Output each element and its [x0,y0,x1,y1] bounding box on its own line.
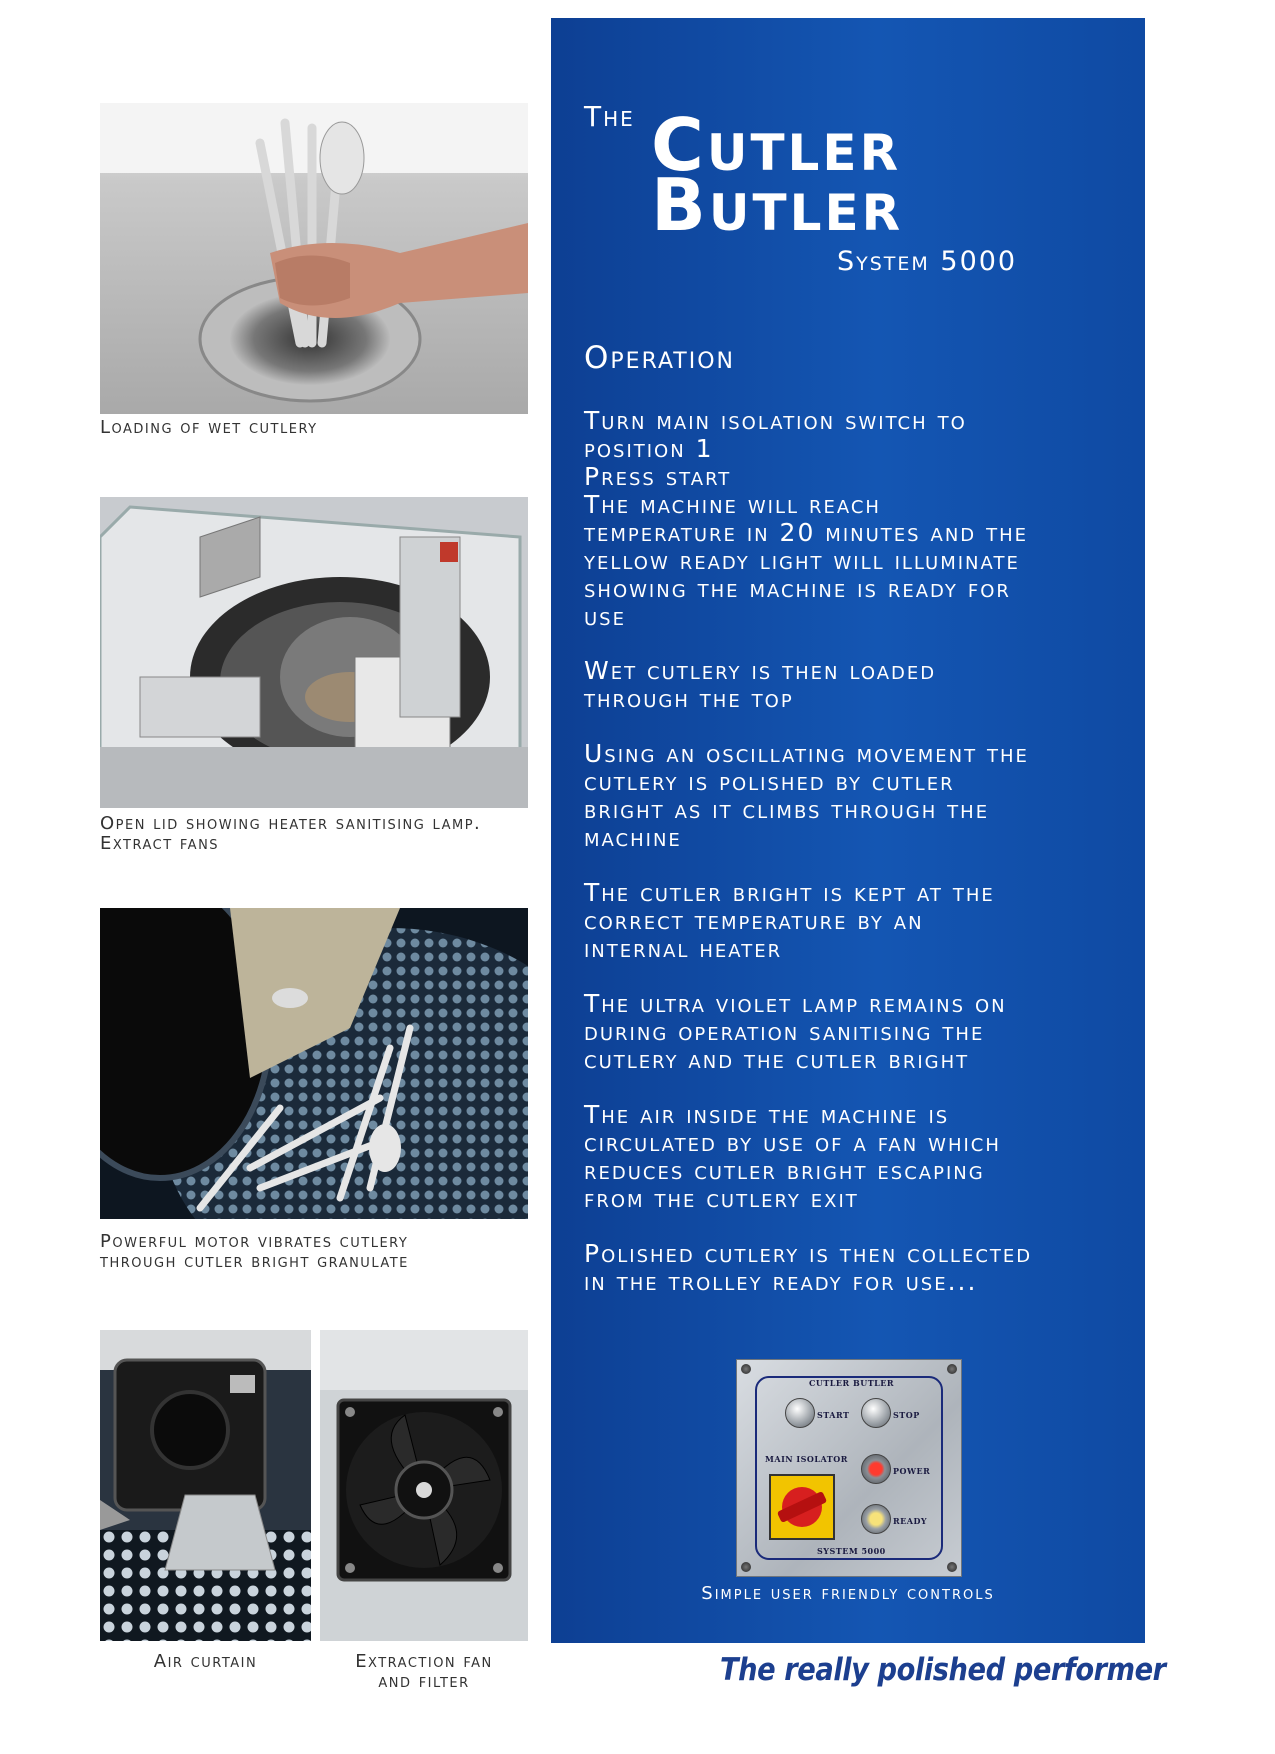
caption-air-curtain: Air curtain [153,1651,258,1672]
paragraph-oscillating [584,740,1144,852]
paragraph-line: Using an oscillating movement the [584,739,1029,768]
title-butler: Butler [651,163,904,247]
paragraph-heater [584,879,1144,963]
paragraph-collected [584,1240,1144,1296]
paragraph-line: The cutler bright is kept at the [584,878,995,907]
info-panel [551,18,1145,1643]
title-system: System 5000 [837,246,1018,277]
slogan: The really polished performer [720,1652,1166,1688]
model-label: SYSTEM 5000 [817,1546,886,1556]
paragraph-line: in the trolley ready for use... [584,1267,978,1296]
paragraph-line: Polished cutlery is then collected [584,1239,1033,1268]
caption-open-lid-line1: Open lid showing heater sanitising lamp. [100,813,482,834]
paragraph-start [584,407,1144,631]
paragraph-line: correct temperature by an [584,906,924,935]
paragraph-line: use [584,602,626,631]
screw-icon [741,1364,751,1374]
paragraph-uv-lamp [584,990,1144,1074]
paragraph-line: position 1 [584,434,714,463]
paragraph-line: The ultra violet lamp remains on [584,989,1007,1018]
isolator-switch-icon [769,1474,835,1540]
paragraph-line: Press start [584,462,732,491]
caption-motor-granulate [100,1232,409,1272]
control-brand-label: CUTLER BUTLER [809,1378,895,1388]
paragraph-line: reduces cutler bright escaping [584,1156,985,1185]
paragraph-line: Wet cutlery is then loaded [584,656,937,685]
title-cutler: Cutler [651,103,902,187]
caption-open-lid-line2: Extract fans [100,833,220,854]
paragraph-line: The machine will reach [584,490,881,519]
paragraph-line: temperature in 20 minutes and the [584,518,1029,547]
caption-fan-line1: Extraction fan [355,1651,493,1672]
screw-icon [947,1562,957,1572]
paragraph-line: circulated by use of a fan which [584,1128,1001,1157]
title-the: The [584,100,635,133]
photo-air-curtain [100,1330,311,1641]
main-isolator-label: MAIN ISOLATOR [765,1454,848,1464]
photo-open-lid [100,497,528,808]
paragraph-line: Turn main isolation switch to [584,406,967,435]
paragraph-line: yellow ready light will illuminate [584,546,1020,575]
control-panel-photo [736,1359,962,1577]
caption-fan-line2: and filter [378,1671,470,1692]
caption-open-lid [100,814,481,854]
paragraph-line: through the top [584,684,794,713]
stop-label: STOP [893,1410,920,1420]
caption-motor-line1: Powerful motor vibrates cutlery [100,1231,409,1252]
power-lamp-icon [861,1454,891,1484]
paragraph-line: during operation sanitising the [584,1017,985,1046]
paragraph-line: from the cutlery exit [584,1184,859,1213]
paragraph-line: The air inside the machine is [584,1100,950,1129]
operation-heading: Operation [584,340,736,376]
paragraph-line: bright as it climbs through the [584,795,990,824]
caption-motor-line2: through cutler bright granulate [100,1251,409,1272]
paragraph-line: showing the machine is ready for [584,574,1011,603]
start-label: START [817,1410,850,1420]
photo-loading-cutlery [100,103,528,414]
start-button-icon [785,1398,815,1428]
power-label: POWER [893,1466,931,1476]
paragraph-loading [584,657,1144,713]
paragraph-line: internal heater [584,934,783,963]
photo-motor-granulate [100,908,528,1219]
photo-extraction-fan [320,1330,528,1641]
ready-label: READY [893,1516,928,1526]
screw-icon [947,1364,957,1374]
paragraph-air [584,1101,1144,1213]
paragraph-line: cutlery is polished by cutler [584,767,955,796]
paragraph-line: cutlery and the cutler bright [584,1045,970,1074]
stop-button-icon [861,1398,891,1428]
caption-loading-cutlery: Loading of wet cutlery [100,417,318,438]
screw-icon [741,1562,751,1572]
paragraph-line: machine [584,823,682,852]
ready-lamp-icon [861,1504,891,1534]
caption-extraction-fan [320,1652,528,1692]
caption-controls: Simple user friendly controls [701,1583,995,1604]
